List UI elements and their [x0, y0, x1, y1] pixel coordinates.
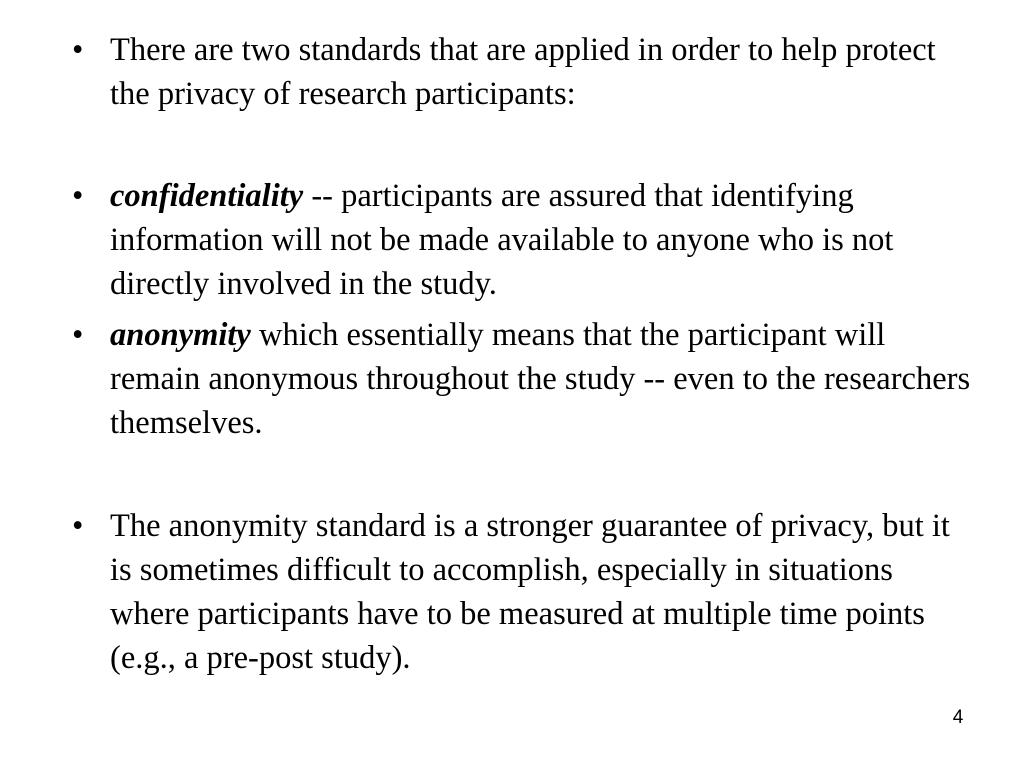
bullet-text — [110, 313, 972, 445]
bullet-marker: • — [72, 32, 84, 68]
bullet-text — [110, 28, 972, 116]
bullet-body: which essentially means that the participant will remain anonymous throughout the study -- even to the researchers themselves. — [110, 317, 971, 441]
bullet-body: The anonymity standard is a stronger guarantee of privacy, but it is sometimes difficult to accomplish, especially in situations where participants have to be measured at multiple time points (e.g., a pre-post study). — [110, 508, 950, 676]
bullet-marker: • — [72, 508, 84, 544]
bullet-text — [110, 174, 972, 306]
bullet-body: There are two standards that are applied in order to help protect the privacy of research participants: — [110, 32, 936, 112]
page-number: 4 — [952, 707, 964, 728]
bullet-text — [110, 504, 972, 680]
term-confidentiality: confidentiality — [110, 178, 304, 214]
bullet-marker: • — [72, 178, 84, 214]
term-anonymity: anonymity — [110, 317, 251, 353]
bullet-body: -- participants are assured that identifying information will not be made available to anyone who is not directly involved in the study. — [110, 178, 894, 302]
bullet-marker: • — [72, 317, 84, 353]
